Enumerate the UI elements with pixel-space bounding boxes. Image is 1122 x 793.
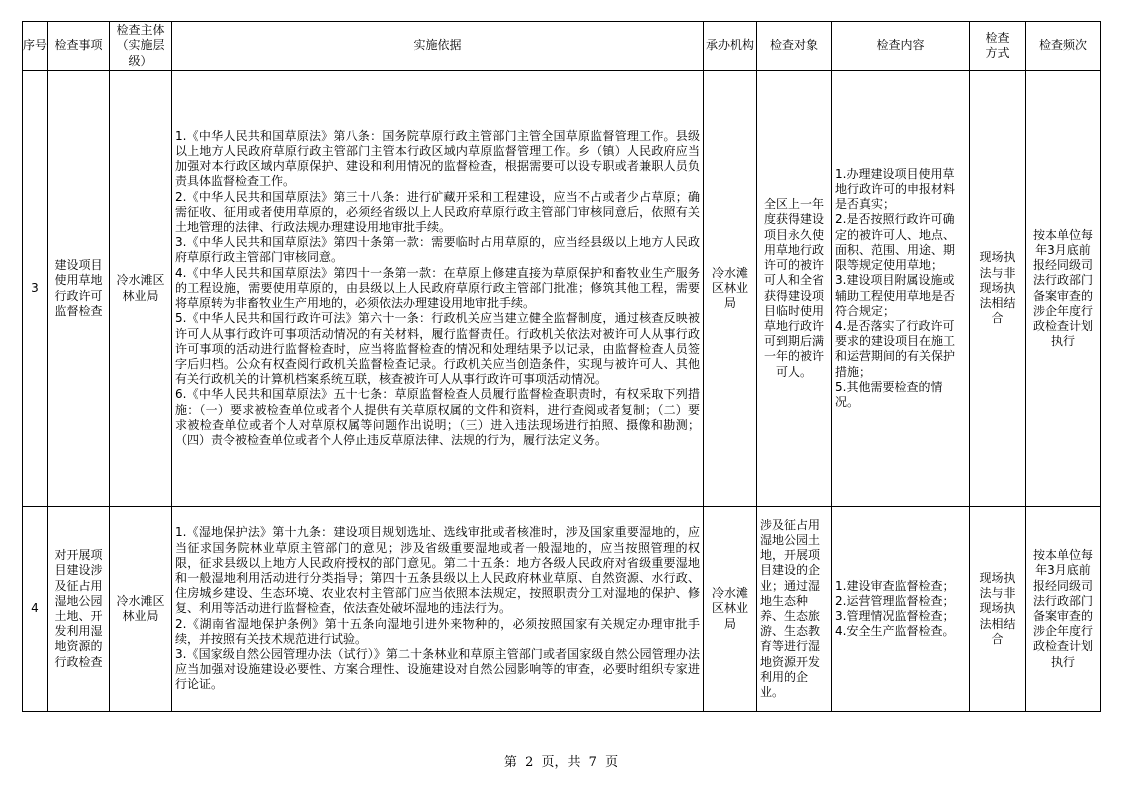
row-content (832, 507, 970, 712)
header-row (23, 22, 1101, 71)
row-item: 建设项目使用草地行政许可监督检查 (48, 71, 110, 507)
basis-paragraph: 3.《国家级自然公园管理办法（试行）》第二十条林业和草原主管部门或者国家级自然公园管理办法应当加强对设施建设必要性、方案合理性、设施建设对自然公园影响等的审查，必要时组织专家进行论证。 (175, 647, 700, 692)
basis-paragraph: 2.《湖南省湿地保护条例》第十五条向湿地引进外来物种的，必须按照国家有关规定办理审批手续，并按照有关技术规范进行试验。 (175, 616, 700, 646)
basis-paragraph: 4.《中华人民共和国草原法》第四十一条第一款：在草原上修建直接为草原保护和畜牧业生产服务的工程设施，需要使用草原的，由县级以上人民政府草原行政主管部门批准；修筑其他工程，需要将草原转为非畜牧业生产用地的，必须依法办理建设用地审批手续。 (175, 265, 700, 311)
header-method: 检查方式 (970, 22, 1026, 71)
row-item: 对开展项目建设涉及征占用湿地公园土地、开发利用湿地资源的行政检查 (48, 507, 110, 712)
basis-paragraph: 2.《中华人民共和国草原法》第三十八条：进行矿藏开采和工程建设，应当不占或者少占草原；确需征收、征用或者使用草原的，必须经省级以上人民政府草原行政主管部门审核同意后，依照有关土地管理的法律、行政法规办理建设用地审批手续。 (175, 189, 700, 235)
basis-paragraph: 5.《中华人民共和国行政许可法》第六十一条：行政机关应当建立健全监督制度，通过核查反映被许可人从事行政许可事项活动情况的有关材料，履行监督责任。行政机关依法对被许可人从事行政许可事项的活动进行监督检查时，应当将监督检查的情况和处理结果予以记录，由监督检查人员签字后归档。公众有权查阅行政机关监督检查记录。行政机关应当创造条件，实现与被许可人、其他有关行政机关的计算机档案系统互联，核查被许可人从事行政许可事项活动情况。 (175, 311, 700, 387)
row-seq: 3 (23, 71, 48, 507)
row-object: 全区上一年度获得建设项目永久使用草地行政许可的被许可人和全省获得建设项目临时使用草地行政许可到期后满一年的被许可人。 (757, 71, 832, 507)
inspection-table (22, 21, 1101, 712)
footer-suffix: 页 (605, 755, 619, 770)
content-item: 5.其他需要检查的情况。 (835, 379, 943, 409)
content-item: 2.运营管理监督检查； (835, 593, 955, 608)
content-item: 3.管理情况监督检查； (835, 609, 955, 623)
table-row (23, 71, 1101, 507)
basis-paragraph: 1.《中华人民共和国草原法》第八条：国务院草原行政主管部门主管全国草原监督管理工作。县级以上地方人民政府草原行政主管部门主管本行政区域内草原监督管理工作。乡（镇）人民政府应当加强对本行政区域内草原保护、建设和利用情况的监督检查，根据需要可以设专职或者兼职人员负责具体监督检查工作。 (175, 128, 700, 189)
content-item: 3.建设项目附属设施或辅助工程使用草地是否符合规定； (835, 273, 956, 318)
header-frequency: 检查频次 (1026, 22, 1101, 71)
row-basis (172, 507, 704, 712)
footer-mid: 页，共 (541, 755, 581, 770)
footer-total-pages: 7 (588, 755, 597, 770)
table-row (23, 507, 1101, 712)
row-agency: 冷水滩区林业局 (704, 71, 757, 507)
basis-paragraph: 6.《中华人民共和国草原法》五十七条：草原监督检查人员履行监督检查职责时，有权采取下列措施：（一）要求被检查单位或者个人提供有关草原权属的文件和资料，进行查阅或者复制；（二）要求被检查单位或者个人对草原权属等问题作出说明；（三）进入违法现场进行拍照、摄像和勘测；（四）责令被检查单位或者个人停止违反草原法律、法规的行为，履行法定义务。 (175, 387, 700, 447)
row-basis (172, 71, 704, 507)
row-subject: 冷水滩区林业局 (110, 71, 172, 507)
footer-prefix: 第 (503, 755, 517, 770)
header-content: 检查内容 (832, 22, 970, 71)
header-seq: 序号 (23, 22, 48, 71)
header-subject: 检查主体（实施层级） (110, 22, 172, 71)
header-agency: 承办机构 (704, 22, 757, 71)
row-method: 现场执法与非现场执法相结合 (970, 507, 1026, 712)
content-item: 2.是否按照行政许可确定的被许可人、地点、面积、范围、用途、期限等规定使用草地； (835, 212, 956, 273)
row-object: 涉及征占用湿地公园土地，开展项目建设的企业；通过湿地生态种养、生态旅游、生态教育等进行湿地资源开发利用的企业。 (757, 507, 832, 712)
page-footer (0, 751, 1122, 770)
content-item: 1.办理建设项目使用草地行政许可的申报材料是否真实； (835, 166, 956, 212)
row-subject: 冷水滩区林业局 (110, 507, 172, 712)
row-frequency: 按本单位每年3月底前报经同级司法行政部门备案审查的涉企年度行政检查计划执行 (1026, 71, 1101, 507)
header-item: 检查事项 (48, 22, 110, 71)
content-item: 4.安全生产监督检查。 (835, 624, 955, 639)
content-item: 1.建设审查监督检查； (835, 578, 955, 593)
footer-page-number: 2 (525, 755, 534, 770)
content-item: 4.是否落实了行政许可要求的建设项目在施工和运营期间的有关保护措施； (835, 318, 956, 379)
basis-paragraph: 3.《中华人民共和国草原法》第四十条第一款：需要临时占用草原的，应当经县级以上地方人民政府草原行政主管部门审核同意。 (175, 235, 700, 265)
row-frequency: 按本单位每年3月底前报经同级司法行政部门备案审查的涉企年度行政检查计划执行 (1026, 507, 1101, 712)
header-object: 检查对象 (757, 22, 832, 71)
row-seq: 4 (23, 507, 48, 712)
basis-paragraph: 1.《湿地保护法》第十九条：建设项目规划选址、选线审批或者核准时，涉及国家重要湿地的，应当征求国务院林业草原主管部门的意见；涉及省级重要湿地或者一般湿地的，应当按照管理的权限，征求县级以上地方人民政府授权的部门意见。第二十五条：地方各级人民政府对省级重要湿地和一般湿地利用活动进行分类指导；第四十五条县级以上人民政府林业草原、自然资源、水行政、住房城乡建设、生态环境、农业农村主管部门应当依照本法规定，按照职责分工对湿地的保护、修复、利用等活动进行监督检查，依法查处破坏湿地的违法行为。 (175, 525, 700, 616)
header-basis: 实施依据 (172, 22, 704, 71)
row-agency: 冷水滩区林业局 (704, 507, 757, 712)
row-method: 现场执法与非现场执法相结合 (970, 71, 1026, 507)
row-content (832, 71, 970, 507)
